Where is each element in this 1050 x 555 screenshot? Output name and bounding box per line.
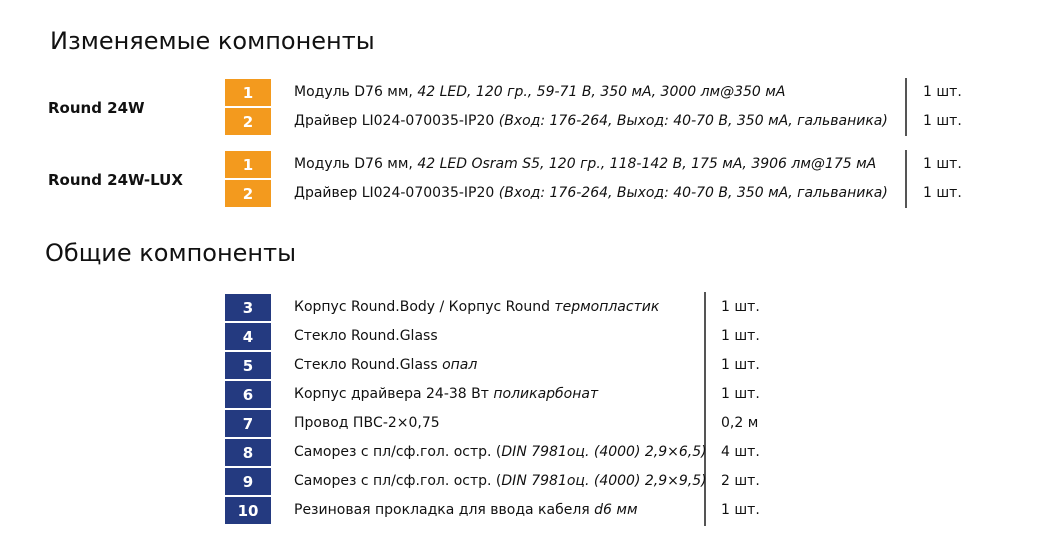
item-detail: 42 LED, 120 гр., 59-71 В, 350 мА, 3000 лм@350 мА xyxy=(417,84,786,100)
component-row xyxy=(0,180,1050,207)
item-quantity: 2 шт. xyxy=(721,473,760,489)
item-number-badge: 7 xyxy=(225,410,271,437)
component-row xyxy=(0,468,1050,495)
item-detail: (Вход: 176-264, Выход: 40-70 В, 350 мА, гальваника) xyxy=(498,185,888,201)
item-name: Драйвер LI024-070035-IP20 xyxy=(294,185,499,201)
variable-components-title: Изменяемые компоненты xyxy=(50,27,375,55)
item-description xyxy=(294,151,876,178)
item-description xyxy=(294,294,659,321)
component-row xyxy=(0,497,1050,524)
item-name: Стекло Round.Glass xyxy=(294,328,438,344)
common-components-title: Общие компоненты xyxy=(45,239,297,267)
item-description xyxy=(294,439,707,466)
item-description xyxy=(294,180,888,207)
item-number-badge: 10 xyxy=(225,497,271,524)
item-number-badge: 3 xyxy=(225,294,271,321)
item-detail: поликарбонат xyxy=(493,386,599,402)
item-detail: (Вход: 176-264, Выход: 40-70 В, 350 мА, гальваника) xyxy=(498,113,888,129)
item-detail: термопластик xyxy=(554,299,660,315)
item-number-badge: 8 xyxy=(225,439,271,466)
item-detail: DIN 7981оц. (4000) 2,9×9,5) xyxy=(501,473,707,489)
item-number-badge: 6 xyxy=(225,381,271,408)
item-number-badge: 1 xyxy=(225,151,271,178)
group-name: Round 24W-LUX xyxy=(48,171,183,189)
item-quantity: 1 шт. xyxy=(721,386,760,402)
item-description xyxy=(294,381,598,408)
component-row xyxy=(0,381,1050,408)
item-name: Провод ПВС-2×0,75 xyxy=(294,415,440,431)
item-name: Модуль D76 мм, xyxy=(294,84,418,100)
item-number-badge: 9 xyxy=(225,468,271,495)
item-quantity: 1 шт. xyxy=(923,84,962,100)
item-description xyxy=(294,108,888,135)
component-row xyxy=(0,439,1050,466)
item-name: Саморез с пл/сф.гол. остр. ( xyxy=(294,473,502,489)
item-quantity: 4 шт. xyxy=(721,444,760,460)
item-quantity: 0,2 м xyxy=(721,415,759,431)
item-number-badge: 1 xyxy=(225,79,271,106)
item-name: Резиновая прокладка для ввода кабеля xyxy=(294,502,595,518)
item-description xyxy=(294,79,785,106)
component-row xyxy=(0,323,1050,350)
component-row xyxy=(0,108,1050,135)
item-description xyxy=(294,323,438,350)
item-description xyxy=(294,468,707,495)
item-name: Саморез с пл/сф.гол. остр. ( xyxy=(294,444,502,460)
group-name: Round 24W xyxy=(48,99,145,117)
component-row xyxy=(0,410,1050,437)
item-detail: опал xyxy=(442,357,478,373)
item-quantity: 1 шт. xyxy=(923,156,962,172)
item-description xyxy=(294,497,638,524)
item-name: Корпус Round.Body / Корпус Round xyxy=(294,299,555,315)
item-quantity: 1 шт. xyxy=(923,113,962,129)
item-number-badge: 5 xyxy=(225,352,271,379)
component-row xyxy=(0,294,1050,321)
item-quantity: 1 шт. xyxy=(721,502,760,518)
component-row xyxy=(0,151,1050,178)
item-name: Корпус драйвера 24-38 Вт xyxy=(294,386,494,402)
component-row xyxy=(0,79,1050,106)
item-detail: 42 LED Osram S5, 120 гр., 118-142 В, 175 мА, 3906 лм@175 мА xyxy=(417,156,877,172)
item-detail: d6 мм xyxy=(594,502,638,518)
item-name: Стекло Round.Glass xyxy=(294,357,443,373)
item-name: Драйвер LI024-070035-IP20 xyxy=(294,113,499,129)
item-description xyxy=(294,410,440,437)
item-name: Модуль D76 мм, xyxy=(294,156,418,172)
item-number-badge: 4 xyxy=(225,323,271,350)
item-quantity: 1 шт. xyxy=(721,328,760,344)
item-number-badge: 2 xyxy=(225,108,271,135)
item-description xyxy=(294,352,477,379)
item-quantity: 1 шт. xyxy=(721,299,760,315)
item-detail: DIN 7981оц. (4000) 2,9×6,5) xyxy=(501,444,707,460)
component-row xyxy=(0,352,1050,379)
item-quantity: 1 шт. xyxy=(923,185,962,201)
item-number-badge: 2 xyxy=(225,180,271,207)
item-quantity: 1 шт. xyxy=(721,357,760,373)
